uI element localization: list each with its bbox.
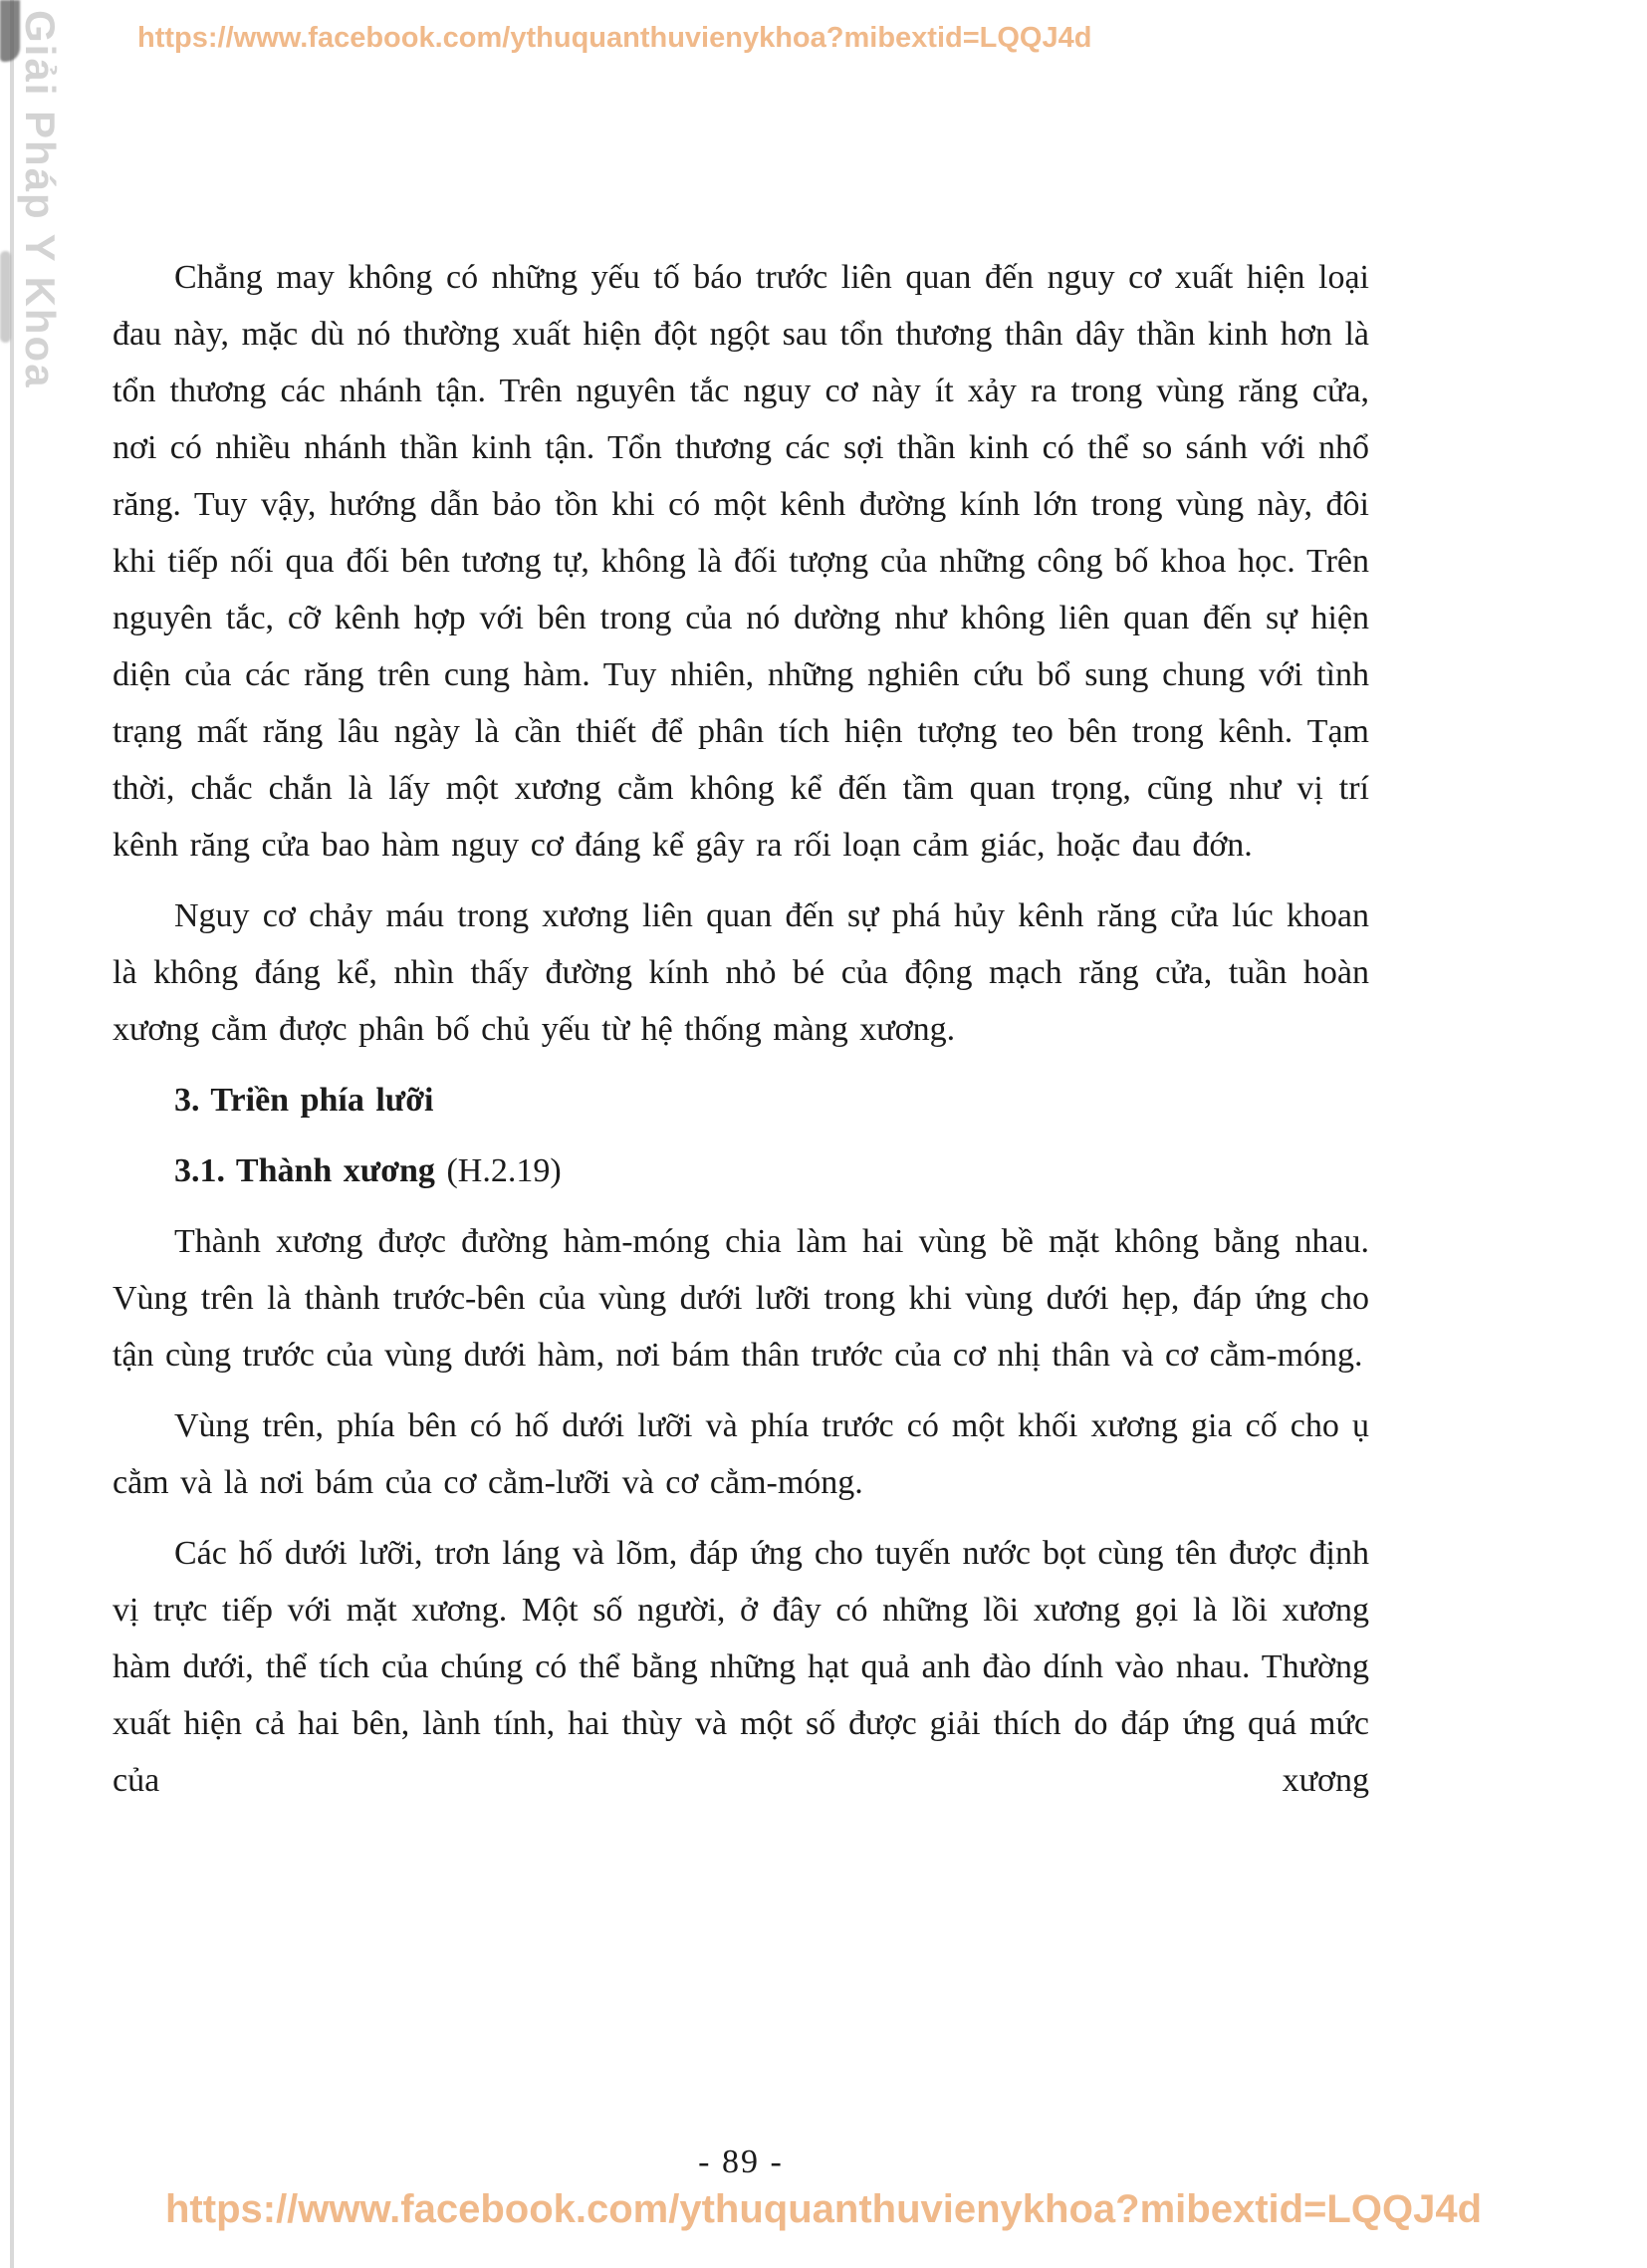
paragraph-bone-wall: Thành xương được đường hàm-móng chia làm hai vùng bề mặt không bằng nhau. Vùng trên là thành trước-bên của vùng dưới lưỡi trong khi vùng dưới hẹp, đáp ứng cho tận cùng trước của vùng dưới hàm, nơi bám thân trước của cơ nhị thân và cơ cằm-móng.: [113, 1223, 1369, 1374]
publisher-side-watermark: Giải Pháp Y Khoa: [17, 10, 64, 389]
page-number: - 89 -: [698, 2143, 784, 2180]
facebook-url-watermark-bottom: https://www.facebook.com/ythuquanthuvienykhoa?mibextid=LQQJ4d: [164, 2187, 1483, 2231]
section-heading-3: [113, 1072, 1369, 1129]
page-body-text: [113, 249, 1369, 1823]
facebook-url-watermark-top: https://www.facebook.com/ythuquanthuvienykhoa?mibextid=LQQJ4d: [137, 22, 1092, 54]
scan-smudge-left: [0, 251, 11, 343]
paragraph-sublingual-fossae: Các hố dưới lưỡi, trơn láng và lõm, đáp ứng cho tuyến nước bọt cùng tên được định vị trực tiếp với mặt xương. Một số người, ở đây có những lồi xương gọi là lồi xương hàm dưới, thể tích của chúng có thể bằng những hạt quả anh đào dính vào nhau. Thường xuất hiện cả hai bên, lành tính, hai thùy và một số được giải thích do đáp ứng quá mức của xương: [113, 1535, 1369, 1799]
subsection-heading-3-1: [113, 1142, 1369, 1199]
paragraph-bleeding-risk: Nguy cơ chảy máu trong xương liên quan đến sự phá hủy kênh răng cửa lúc khoan là không đáng kể, nhìn thấy đường kính nhỏ bé của động mạch răng cửa, tuần hoàn xương cằm được phân bố chủ yếu từ hệ thống màng xương.: [113, 897, 1369, 1048]
scan-edge-artifact-line: [10, 0, 14, 2268]
paragraph-risk-of-pain: Chẳng may không có những yếu tố báo trước liên quan đến nguy cơ xuất hiện loại đau này, mặc dù nó thường xuất hiện đột ngột sau tổn thương thân dây thần kinh hơn là tổn thương các nhánh tận. Trên nguyên tắc nguy cơ này ít xảy ra trong vùng răng cửa, nơi có nhiều nhánh thần kinh tận. Tổn thương các sợi thần kinh có thể so sánh với nhổ răng. Tuy vậy, hướng dẫn bảo tồn khi có một kênh đường kính lớn trong vùng này, đôi khi tiếp nối qua đối bên tương tự, không là đối tượng của những công bố khoa học. Trên nguyên tắc, cỡ kênh hợp với bên trong của nó dường như không liên quan đến sự hiện diện của các răng trên cung hàm. Tuy nhiên, những nghiên cứu bổ sung chung với tình trạng mất răng lâu ngày là cần thiết để phân tích hiện tượng teo bên trong kênh. Tạm thời, chắc chắn là lấy một xương cằm không kể đến tầm quan trọng, cũng như vị trí kênh răng cửa bao hàm nguy cơ đáng kể gây ra rối loạn cảm giác, hoặc đau đớn.: [113, 259, 1369, 864]
section-heading-3-label: 3. Triền phía lưỡi: [174, 1082, 434, 1119]
figure-reference: (H.2.19): [446, 1152, 562, 1189]
paragraph-upper-region: Vùng trên, phía bên có hố dưới lưỡi và phía trước có một khối xương gia cố cho ụ cằm và là nơi bám của cơ cằm-lưỡi và cơ cằm-móng.: [113, 1407, 1369, 1501]
subsection-heading-3-1-label: 3.1. Thành xương: [174, 1152, 435, 1189]
